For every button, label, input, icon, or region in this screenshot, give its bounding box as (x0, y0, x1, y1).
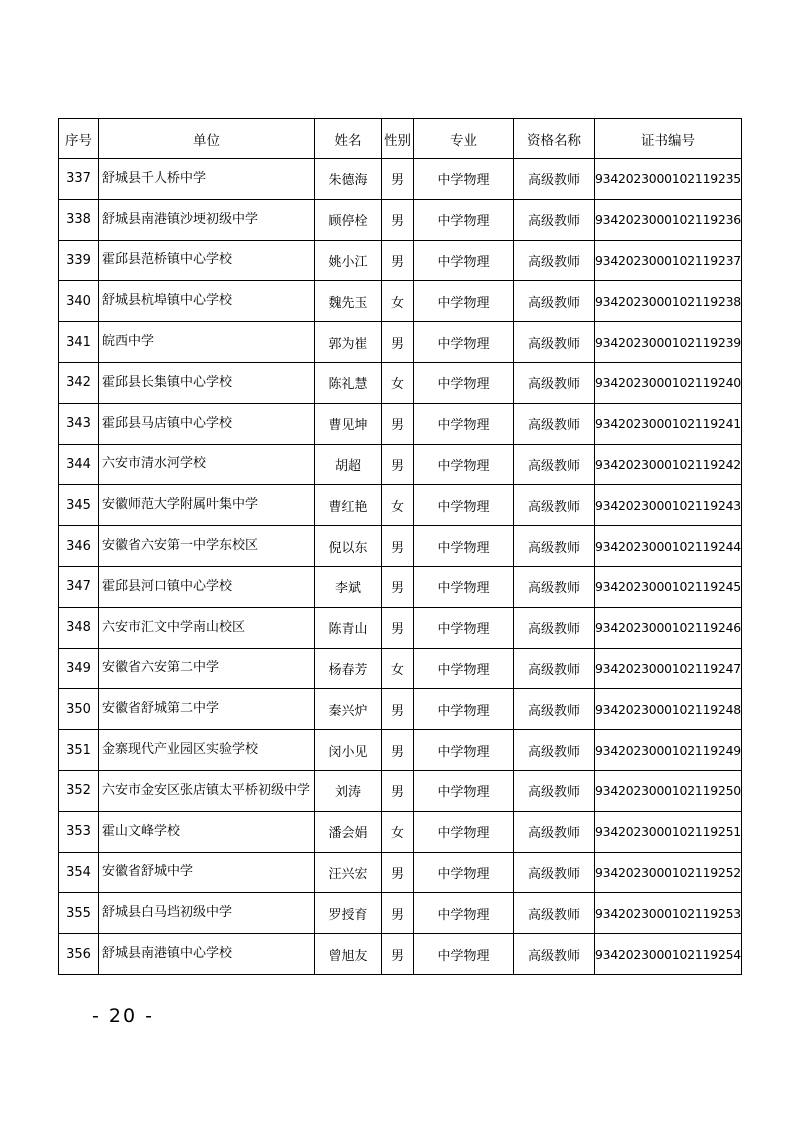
cell-certificate: 9342023000102119241 (595, 403, 742, 444)
cell-qualification: 高级教师 (514, 159, 595, 200)
cell-gender: 女 (382, 811, 414, 852)
cell-gender: 男 (382, 444, 414, 485)
cell-gender: 男 (382, 730, 414, 771)
cell-qualification: 高级教师 (514, 893, 595, 934)
cell-name: 胡超 (315, 444, 382, 485)
cell-gender: 男 (382, 689, 414, 730)
cell-qualification: 高级教师 (514, 689, 595, 730)
cell-serial: 338 (59, 199, 99, 240)
table-row (59, 607, 742, 648)
cell-subject: 中学物理 (414, 607, 514, 648)
cell-certificate: 9342023000102119251 (595, 811, 742, 852)
cell-certificate: 9342023000102119249 (595, 730, 742, 771)
cell-unit: 舒城县南港镇中心学校 (99, 934, 315, 975)
cell-unit: 霍邱县河口镇中心学校 (99, 566, 315, 607)
cell-unit: 舒城县杭埠镇中心学校 (99, 281, 315, 322)
cell-serial: 348 (59, 607, 99, 648)
cell-subject: 中学物理 (414, 852, 514, 893)
cell-certificate: 9342023000102119240 (595, 362, 742, 403)
cell-certificate: 9342023000102119235 (595, 159, 742, 200)
header-gender: 性别 (382, 119, 414, 159)
cell-subject: 中学物理 (414, 444, 514, 485)
header-qualification: 资格名称 (514, 119, 595, 159)
cell-subject: 中学物理 (414, 362, 514, 403)
cell-unit: 安徽省六安第二中学 (99, 648, 315, 689)
table-row (59, 934, 742, 975)
cell-unit: 霍邱县长集镇中心学校 (99, 362, 315, 403)
cell-subject: 中学物理 (414, 526, 514, 567)
cell-certificate: 9342023000102119252 (595, 852, 742, 893)
header-unit: 单位 (99, 119, 315, 159)
cell-certificate: 9342023000102119244 (595, 526, 742, 567)
cell-unit: 霍山文峰学校 (99, 811, 315, 852)
cell-name: 罗授育 (315, 893, 382, 934)
cell-name: 汪兴宏 (315, 852, 382, 893)
cell-name: 李斌 (315, 566, 382, 607)
cell-serial: 356 (59, 934, 99, 975)
cell-gender: 男 (382, 403, 414, 444)
cell-subject: 中学物理 (414, 403, 514, 444)
cell-gender: 女 (382, 281, 414, 322)
cell-unit: 六安市汇文中学南山校区 (99, 607, 315, 648)
cell-name: 曾旭友 (315, 934, 382, 975)
table-row (59, 281, 742, 322)
cell-name: 闵小见 (315, 730, 382, 771)
table-row (59, 362, 742, 403)
table-row (59, 648, 742, 689)
cell-qualification: 高级教师 (514, 281, 595, 322)
table-row (59, 444, 742, 485)
roster-table (58, 118, 742, 975)
cell-serial: 351 (59, 730, 99, 771)
table-row (59, 893, 742, 934)
header-certificate: 证书编号 (595, 119, 742, 159)
cell-subject: 中学物理 (414, 934, 514, 975)
cell-subject: 中学物理 (414, 281, 514, 322)
table-row (59, 403, 742, 444)
cell-gender: 男 (382, 199, 414, 240)
table-row (59, 526, 742, 567)
cell-name: 陈青山 (315, 607, 382, 648)
cell-name: 秦兴炉 (315, 689, 382, 730)
cell-certificate: 9342023000102119238 (595, 281, 742, 322)
cell-gender: 男 (382, 322, 414, 363)
cell-unit: 霍邱县马店镇中心学校 (99, 403, 315, 444)
table-row (59, 159, 742, 200)
cell-certificate: 9342023000102119254 (595, 934, 742, 975)
cell-serial: 353 (59, 811, 99, 852)
cell-subject: 中学物理 (414, 485, 514, 526)
cell-serial: 339 (59, 240, 99, 281)
table-row (59, 689, 742, 730)
cell-subject: 中学物理 (414, 322, 514, 363)
cell-qualification: 高级教师 (514, 811, 595, 852)
cell-serial: 342 (59, 362, 99, 403)
header-name: 姓名 (315, 119, 382, 159)
cell-qualification: 高级教师 (514, 444, 595, 485)
cell-unit: 六安市金安区张店镇太平桥初级中学 (99, 770, 315, 811)
cell-serial: 344 (59, 444, 99, 485)
table-row (59, 730, 742, 771)
cell-certificate: 9342023000102119248 (595, 689, 742, 730)
cell-gender: 男 (382, 566, 414, 607)
cell-subject: 中学物理 (414, 811, 514, 852)
cell-subject: 中学物理 (414, 240, 514, 281)
cell-certificate: 9342023000102119237 (595, 240, 742, 281)
cell-serial: 341 (59, 322, 99, 363)
cell-unit: 六安市清水河学校 (99, 444, 315, 485)
cell-subject: 中学物理 (414, 893, 514, 934)
cell-gender: 男 (382, 159, 414, 200)
cell-name: 潘会娟 (315, 811, 382, 852)
cell-unit: 霍邱县范桥镇中心学校 (99, 240, 315, 281)
cell-serial: 343 (59, 403, 99, 444)
cell-serial: 345 (59, 485, 99, 526)
cell-serial: 347 (59, 566, 99, 607)
header-subject: 专业 (414, 119, 514, 159)
table-row (59, 852, 742, 893)
cell-name: 姚小江 (315, 240, 382, 281)
header-serial: 序号 (59, 119, 99, 159)
cell-subject: 中学物理 (414, 199, 514, 240)
cell-name: 顾停栓 (315, 199, 382, 240)
cell-unit: 皖西中学 (99, 322, 315, 363)
cell-subject: 中学物理 (414, 689, 514, 730)
table-row (59, 485, 742, 526)
cell-serial: 349 (59, 648, 99, 689)
cell-certificate: 9342023000102119247 (595, 648, 742, 689)
cell-subject: 中学物理 (414, 730, 514, 771)
cell-unit: 舒城县南港镇沙埂初级中学 (99, 199, 315, 240)
cell-certificate: 9342023000102119245 (595, 566, 742, 607)
cell-subject: 中学物理 (414, 566, 514, 607)
cell-unit: 舒城县千人桥中学 (99, 159, 315, 200)
cell-name: 魏先玉 (315, 281, 382, 322)
cell-certificate: 9342023000102119243 (595, 485, 742, 526)
cell-name: 陈礼慧 (315, 362, 382, 403)
cell-certificate: 9342023000102119242 (595, 444, 742, 485)
table-row (59, 811, 742, 852)
table-row (59, 770, 742, 811)
cell-qualification: 高级教师 (514, 648, 595, 689)
cell-name: 刘涛 (315, 770, 382, 811)
cell-qualification: 高级教师 (514, 852, 595, 893)
table-row (59, 566, 742, 607)
cell-unit: 安徽省六安第一中学东校区 (99, 526, 315, 567)
cell-gender: 女 (382, 648, 414, 689)
cell-name: 朱德海 (315, 159, 382, 200)
cell-serial: 354 (59, 852, 99, 893)
cell-unit: 安徽省舒城第二中学 (99, 689, 315, 730)
cell-subject: 中学物理 (414, 648, 514, 689)
cell-gender: 男 (382, 934, 414, 975)
cell-certificate: 9342023000102119246 (595, 607, 742, 648)
page-number: - 20 - (92, 1005, 154, 1027)
header-row (59, 119, 742, 159)
cell-gender: 男 (382, 893, 414, 934)
cell-qualification: 高级教师 (514, 240, 595, 281)
cell-qualification: 高级教师 (514, 362, 595, 403)
cell-serial: 340 (59, 281, 99, 322)
cell-serial: 355 (59, 893, 99, 934)
cell-name: 杨春芳 (315, 648, 382, 689)
cell-gender: 男 (382, 852, 414, 893)
cell-gender: 女 (382, 362, 414, 403)
cell-gender: 女 (382, 485, 414, 526)
cell-name: 郭为崔 (315, 322, 382, 363)
cell-serial: 350 (59, 689, 99, 730)
table-body (59, 159, 742, 975)
cell-qualification: 高级教师 (514, 403, 595, 444)
cell-name: 曹红艳 (315, 485, 382, 526)
cell-certificate: 9342023000102119236 (595, 199, 742, 240)
cell-qualification: 高级教师 (514, 770, 595, 811)
cell-qualification: 高级教师 (514, 322, 595, 363)
cell-name: 曹见坤 (315, 403, 382, 444)
cell-certificate: 9342023000102119250 (595, 770, 742, 811)
cell-serial: 337 (59, 159, 99, 200)
cell-gender: 男 (382, 607, 414, 648)
cell-certificate: 9342023000102119253 (595, 893, 742, 934)
cell-unit: 安徽师范大学附属叶集中学 (99, 485, 315, 526)
table-row (59, 322, 742, 363)
cell-qualification: 高级教师 (514, 526, 595, 567)
cell-qualification: 高级教师 (514, 730, 595, 771)
cell-qualification: 高级教师 (514, 607, 595, 648)
cell-unit: 金寨现代产业园区实验学校 (99, 730, 315, 771)
cell-name: 倪以东 (315, 526, 382, 567)
cell-certificate: 9342023000102119239 (595, 322, 742, 363)
table-row (59, 199, 742, 240)
cell-gender: 男 (382, 770, 414, 811)
table-row (59, 240, 742, 281)
cell-gender: 男 (382, 240, 414, 281)
cell-qualification: 高级教师 (514, 199, 595, 240)
cell-serial: 352 (59, 770, 99, 811)
cell-unit: 舒城县白马垱初级中学 (99, 893, 315, 934)
cell-subject: 中学物理 (414, 770, 514, 811)
cell-subject: 中学物理 (414, 159, 514, 200)
cell-serial: 346 (59, 526, 99, 567)
cell-qualification: 高级教师 (514, 485, 595, 526)
cell-unit: 安徽省舒城中学 (99, 852, 315, 893)
cell-gender: 男 (382, 526, 414, 567)
cell-qualification: 高级教师 (514, 934, 595, 975)
cell-qualification: 高级教师 (514, 566, 595, 607)
